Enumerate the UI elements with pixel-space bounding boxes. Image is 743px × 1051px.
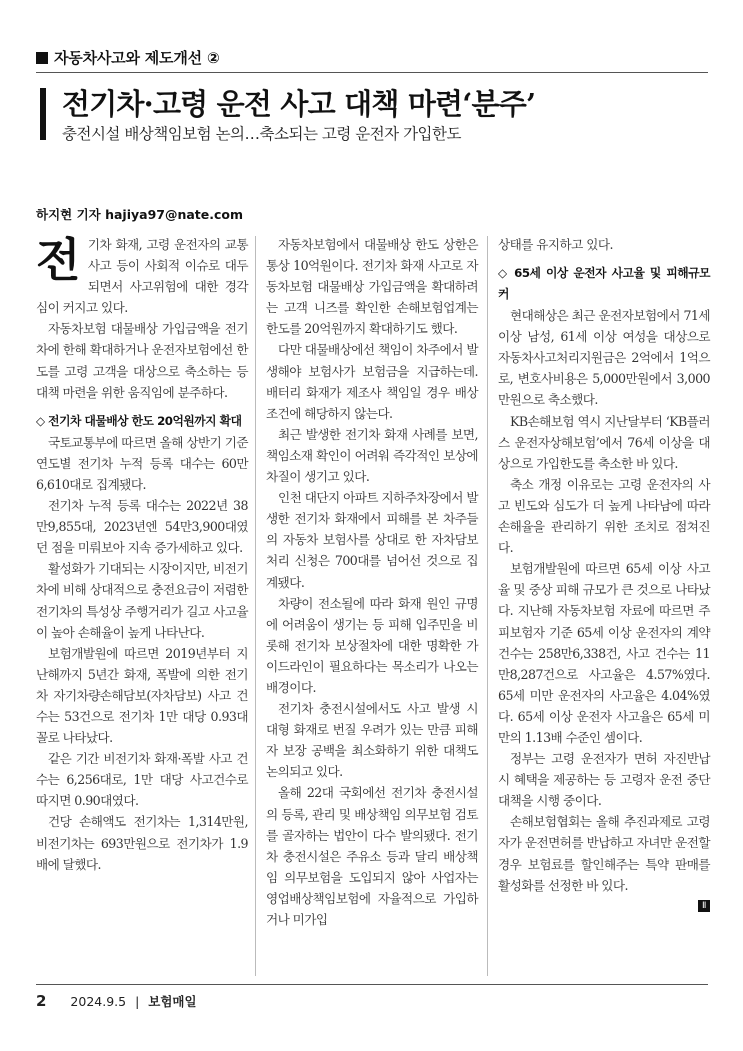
section-text: 자동차사고와 제도개선 ②: [54, 49, 220, 67]
paragraph: 전기차 충전시설에서도 사고 발생 시 대형 화재로 번질 우려가 있는 만큼 피해자 보장 공백을 최소화하기 위한 대책도 논의되고 있다.: [266, 701, 478, 780]
paragraph: 보험개발원에 따르면 2019년부터 지난해까지 5년간 화재, 폭발에 의한 전기차 자기차량손해담보(자차담보) 사고 건수는 53건으로 전기차 1만 대당 0.93대 꼴로 나타났다.: [36, 645, 248, 746]
subheadline: 충전시설 배상책임보험 논의…축소되는 고령 운전자 가입한도: [62, 125, 461, 143]
article-column-2: [266, 234, 478, 930]
paragraph: 정부는 고령 운전자가 면허 자진반납 시 혜택을 제공하는 등 고령자 운전 중단 대책을 시행 중이다.: [498, 751, 710, 809]
subheading: ◇ 전기차 대물배상 한도 20억원까지 확대: [36, 413, 242, 428]
bottom-divider: [36, 984, 708, 985]
paragraph: 인천 대단지 아파트 지하주차장에서 발생한 전기차 화재에서 피해를 본 차주들의 자동차 보험사를 상대로 한 자차담보 처리 신청은 700대를 넘어선 것으로 집계됐다.: [266, 490, 478, 590]
paragraph: 자동차보험에서 대물배상 한도 상한은 통상 10억원이다. 전기차 화재 사고로 자동차보험 대물배상 가입금액을 확대하려는 고객 니즈를 확인한 손해보험업계는 한도를 20억원까지 확대하기도 했다.: [266, 237, 478, 337]
paragraph: 다만 대물배상에선 책임이 차주에서 발생해야 보험사가 보험금을 지급하는데. 배터리 화재가 제조사 책임일 경우 배상 조건에 해당하지 않는다.: [266, 342, 478, 421]
section-label: [36, 47, 219, 68]
page-footer: [36, 992, 197, 1010]
footer-separator: |: [135, 994, 140, 1009]
drop-cap: 전: [36, 233, 80, 287]
square-bullet-icon: [36, 52, 48, 64]
paragraph: 보험개발원에 따르면 65세 이상 사고율 및 중상 피해 규모가 큰 것으로 나타났다. 지난해 자동차보험 자료에 따르면 주피보험자 기준 65세 이상 운전자의 계약 건수는 258만6,338건, 사고 건수는 11만8,287건으로 사고율은 4.57%였다. 65세 미만 운전자의 사고율은 4.04%였다. 65세 이상 운전자 사고율은 65세 미만의 1.13배 수준인 셈이다.: [498, 561, 710, 745]
subheading: ◇ 65세 이상 운전자 사고율 및 피해규모 커: [498, 266, 710, 302]
title-bar-accent: [40, 88, 46, 140]
paragraph: 같은 기간 비전기차 화재·폭발 사고 건수는 6,256대로, 1만 대당 사고건수로 따지면 0.90대였다.: [36, 751, 248, 809]
paragraph: 올해 22대 국회에선 전기차 충전시설의 등록, 관리 및 배상책임 의무보험 검토를 골자하는 법안이 다수 발의됐다. 전기차 충전시설은 주유소 등과 달리 배상책임 의무보험을 도입되지 않아 사업자는 영업배상책임보험에 자율적으로 가입하거나 미가입: [266, 785, 478, 927]
headline: 전기차·고령 운전 사고 대책 마련‘분주’: [62, 87, 536, 121]
column-divider: [255, 236, 256, 976]
column-divider: [487, 236, 488, 976]
byline: 하지현 기자 hajiya97@nate.com: [36, 207, 244, 222]
paragraph: 활성화가 기대되는 시장이지만, 비전기차에 비해 상대적으로 충전요금이 저렴한 전기차의 특성상 주행거리가 길고 사고율이 높아 손해율이 높게 나타난다.: [36, 561, 248, 640]
end-mark-icon: Ⅱ: [698, 900, 710, 912]
top-divider: [36, 72, 708, 73]
paragraph: 상태를 유지하고 있다.: [498, 237, 613, 252]
page-number: 2: [36, 992, 47, 1010]
paragraph: 현대해상은 최근 운전자보험에서 71세 이상 남성, 61세 이상 여성을 대상으로 자동차사고처리지원금은 2억에서 1억으로, 변호사비용은 5,000만원에서 3,000만원으로 축소했다.: [498, 308, 710, 408]
paragraph: 최근 발생한 전기차 화재 사례를 보면, 책임소재 확인이 어려워 즉각적인 보상에 차질이 생기고 있다.: [266, 426, 478, 485]
publication-name: 보험매일: [148, 994, 197, 1009]
paragraph: 전기차 누적 등록 대수는 2022년 38만9,855대, 2023년엔 54만3,900대였던 점을 미뤄보아 지속 증가세하고 있다.: [36, 498, 248, 556]
issue-date: 2024.9.5: [70, 994, 127, 1009]
paragraph: 자동차보험 대물배상 가입금액을 전기차에 한해 확대하거나 운전자보험에선 한도를 고령 고객을 대상으로 축소하는 등 대책 마련을 위한 움직임에 분주하다.: [36, 321, 248, 400]
article-column-3: [498, 234, 710, 912]
paragraph: 국토교통부에 따르면 올해 상반기 기준 연도별 전기차 누적 등록 대수는 60만6,610대로 집계됐다.: [36, 434, 248, 492]
paragraph: KB손해보험 역시 지난달부터 ‘KB플러스 운전자상해보험’에서 76세 이상을 대상으로 가입한도를 축소한 바 있다.: [498, 413, 710, 471]
paragraph: 기차 화재, 고령 운전자의 교통사고 등이 사회적 이슈로 대두되면서 사고위험에 대한 경각심이 커지고 있다.: [36, 237, 248, 316]
paragraph: 건당 손해액도 전기차는 1,314만원, 비전기차는 693만원으로 전기차가 1.9배에 달했다.: [36, 814, 248, 872]
paragraph: 손해보험협회는 올해 추진과제로 고령자가 운전면허를 반납하고 자녀만 운전할 경우 보험료를 할인해주는 특약 판매를 활성화를 선정한 바 있다.: [498, 814, 710, 893]
paragraph: 축소 개정 이유로는 고령 운전자의 사고 빈도와 심도가 더 높게 나타남에 따라 손해율을 관리하기 위한 조치로 점쳐진다.: [498, 476, 710, 556]
article-column-1: [36, 234, 248, 875]
paragraph: 차량이 전소될에 따라 화재 원인 규명에 어려움이 생기는 등 피해 입주민을 비롯해 전기차 보상절차에 대한 명확한 가이드라인이 필요하다는 목소리가 나오는 배경이다.: [266, 595, 478, 695]
